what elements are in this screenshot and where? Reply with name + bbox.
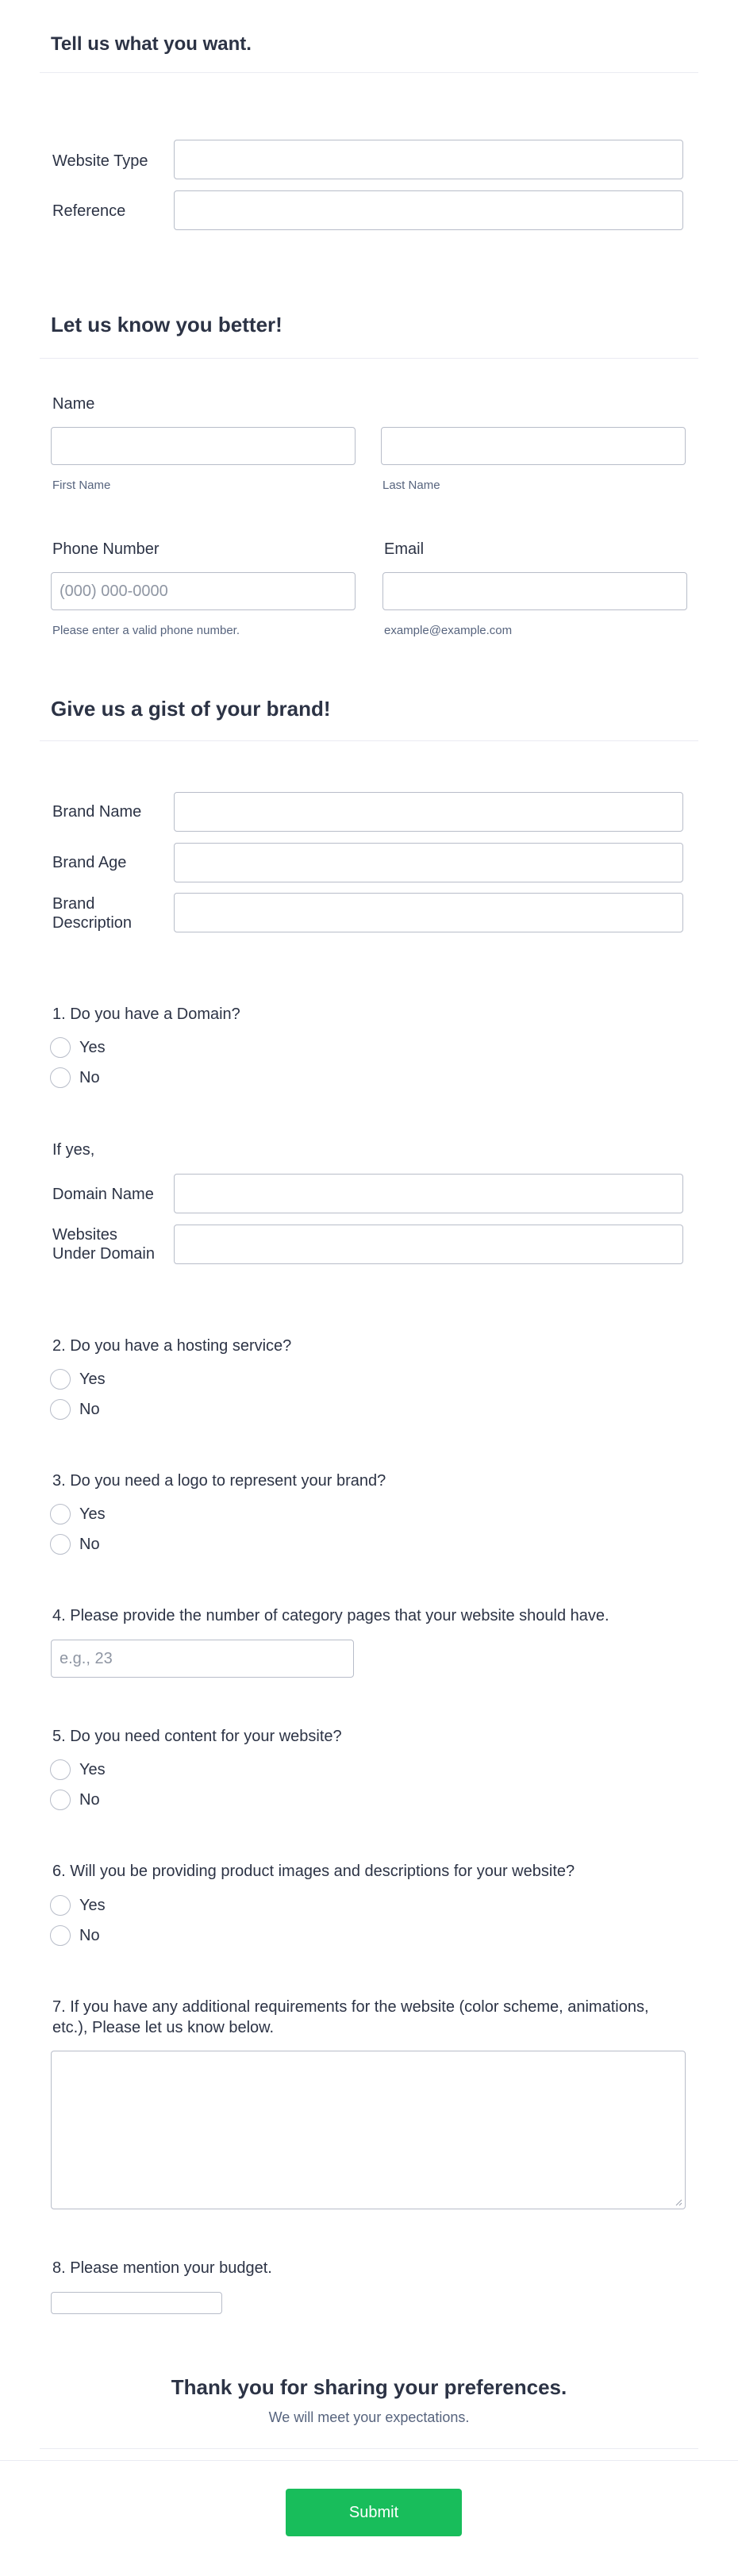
q6-no-label[interactable]: No xyxy=(79,1927,100,1944)
q7-label xyxy=(52,1997,649,2038)
divider xyxy=(40,358,698,359)
brand-description-line2: Description xyxy=(52,914,133,932)
resize-handle-icon[interactable] xyxy=(675,2198,682,2206)
websites-under-domain-input[interactable] xyxy=(174,1225,683,1264)
email-label: Email xyxy=(384,540,425,558)
brand-description-line1: Brand xyxy=(52,895,95,913)
brand-name-input[interactable] xyxy=(174,792,683,832)
additional-requirements-textarea[interactable] xyxy=(51,2051,686,2209)
section-heading-brand: Give us a gist of your brand! xyxy=(51,697,331,721)
brand-description-label xyxy=(52,894,132,932)
domain-name-input[interactable] xyxy=(174,1174,683,1213)
submit-button[interactable]: Submit xyxy=(286,2489,462,2536)
websites-under-domain-label xyxy=(52,1225,155,1263)
footer-divider xyxy=(0,2460,738,2461)
reference-input[interactable] xyxy=(174,190,683,230)
q5-label: 5. Do you need content for your website? xyxy=(52,1728,342,1745)
q1-yes-radio[interactable] xyxy=(50,1037,71,1058)
q3-no-radio[interactable] xyxy=(50,1534,71,1555)
q1-no-radio[interactable] xyxy=(50,1067,71,1088)
q7-label-line1: 7. If you have any additional requirements for the website (color scheme, animations, xyxy=(52,1998,649,2016)
q3-yes-label[interactable]: Yes xyxy=(79,1505,106,1523)
divider xyxy=(40,2448,698,2449)
website-type-input[interactable] xyxy=(174,140,683,179)
domain-name-label: Domain Name xyxy=(52,1186,154,1203)
q1-yes-label[interactable]: Yes xyxy=(79,1039,106,1056)
name-label: Name xyxy=(52,395,95,413)
first-name-input[interactable] xyxy=(51,427,356,465)
if-yes-label: If yes, xyxy=(52,1141,95,1159)
email-sublabel: example@example.com xyxy=(384,624,513,637)
q6-label: 6. Will you be providing product images and descriptions for your website? xyxy=(52,1863,575,1880)
phone-sublabel: Please enter a valid phone number. xyxy=(52,624,240,637)
q1-label: 1. Do you have a Domain? xyxy=(52,1005,240,1023)
section-heading-want: Tell us what you want. xyxy=(51,33,252,55)
last-name-input[interactable] xyxy=(381,427,686,465)
websites-under-domain-line1: Websites xyxy=(52,1226,117,1244)
q2-yes-radio[interactable] xyxy=(50,1369,71,1390)
q2-label: 2. Do you have a hosting service? xyxy=(52,1337,292,1355)
phone-input[interactable]: (000) 000-0000 xyxy=(51,572,356,610)
brand-description-input[interactable] xyxy=(174,893,683,932)
website-type-label: Website Type xyxy=(52,152,148,170)
q2-no-radio[interactable] xyxy=(50,1399,71,1420)
last-name-sublabel: Last Name xyxy=(382,479,440,492)
brand-age-label: Brand Age xyxy=(52,854,127,871)
phone-label: Phone Number xyxy=(52,540,160,558)
q1-no-label[interactable]: No xyxy=(79,1069,100,1086)
websites-under-domain-line2: Under Domain xyxy=(52,1245,155,1263)
email-input[interactable] xyxy=(382,572,687,610)
q8-label: 8. Please mention your budget. xyxy=(52,2259,272,2277)
q6-yes-label[interactable]: Yes xyxy=(79,1897,106,1914)
divider xyxy=(40,72,698,73)
reference-label: Reference xyxy=(52,202,126,220)
section-heading-know-you: Let us know you better! xyxy=(51,313,283,336)
q4-label: 4. Please provide the number of category pages that your website should have. xyxy=(52,1607,609,1624)
q6-no-radio[interactable] xyxy=(50,1925,71,1946)
brand-name-label: Brand Name xyxy=(52,803,142,821)
thanks-subtitle: We will meet your expectations. xyxy=(268,2409,470,2425)
first-name-sublabel: First Name xyxy=(52,479,111,492)
thanks-title: Thank you for sharing your preferences. xyxy=(171,2375,567,2399)
q6-yes-radio[interactable] xyxy=(50,1895,71,1916)
q5-yes-radio[interactable] xyxy=(50,1759,71,1780)
q3-no-label[interactable]: No xyxy=(79,1536,100,1553)
category-pages-input[interactable]: e.g., 23 xyxy=(51,1640,354,1678)
q7-label-line2: etc.), Please let us know below. xyxy=(52,2019,275,2036)
q5-no-label[interactable]: No xyxy=(79,1791,100,1809)
brand-age-input[interactable] xyxy=(174,843,683,882)
q5-no-radio[interactable] xyxy=(50,1790,71,1810)
q3-label: 3. Do you need a logo to represent your brand? xyxy=(52,1472,386,1490)
budget-input[interactable] xyxy=(51,2292,222,2314)
q5-yes-label[interactable]: Yes xyxy=(79,1761,106,1778)
q2-yes-label[interactable]: Yes xyxy=(79,1371,106,1388)
q2-no-label[interactable]: No xyxy=(79,1401,100,1418)
divider xyxy=(40,740,698,741)
q3-yes-radio[interactable] xyxy=(50,1504,71,1524)
